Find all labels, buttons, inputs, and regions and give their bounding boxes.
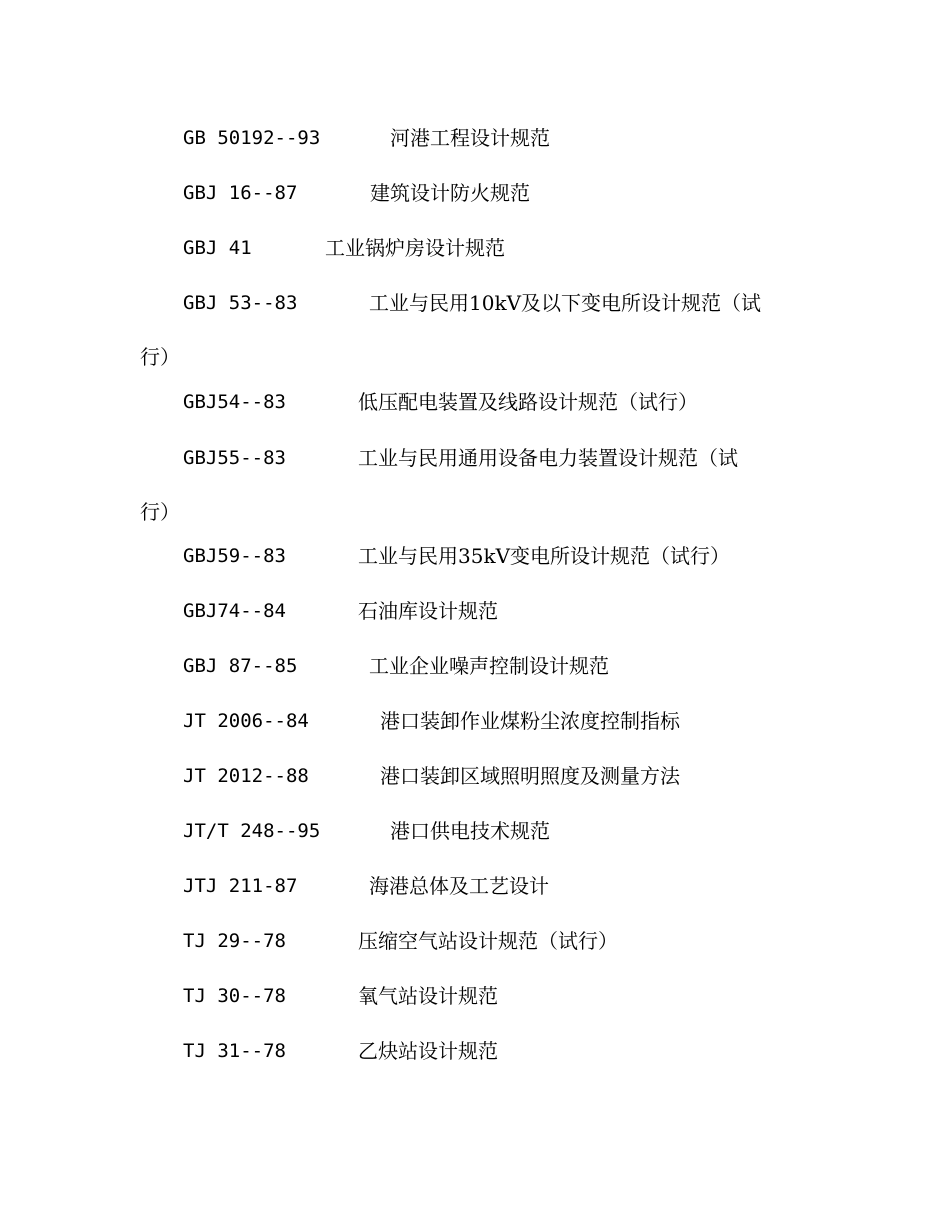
standard-title-continuation: 行） [140,500,180,524]
standard-entry [140,699,800,743]
standard-code: GBJ54--83 [183,391,286,413]
standard-title: 石油库设计规范 [358,599,498,623]
standard-code: GB 50192--93 [183,127,321,149]
standard-entry [140,589,800,633]
standard-entry [140,644,800,688]
standard-code: GBJ74--84 [183,600,286,622]
standard-title: 乙炔站设计规范 [358,1039,498,1063]
standard-code: JTJ 211-87 [183,875,298,897]
standard-entry [140,281,800,379]
standard-entry [140,864,800,908]
standard-title: 低压配电装置及线路设计规范（试行） [358,390,698,414]
standard-title: 工业与民用通用设备电力装置设计规范（试 [358,446,738,470]
standard-title: 工业与民用35kV变电所设计规范（试行） [358,544,731,568]
standard-code: TJ 31--78 [183,1040,286,1062]
standard-code: TJ 30--78 [183,985,286,1007]
standard-entry [140,116,800,160]
standard-entry [140,754,800,798]
standard-title: 氧气站设计规范 [358,984,498,1008]
standard-entry [140,171,800,215]
standard-code: JT 2006--84 [183,710,309,732]
standard-title: 港口供电技术规范 [390,819,550,843]
standard-entry [140,809,800,853]
standard-code: GBJ59--83 [183,545,286,567]
standard-entry [140,974,800,1018]
standard-entry [140,534,800,578]
standard-title: 建筑设计防火规范 [370,181,530,205]
standard-title: 工业与民用10kV及以下变电所设计规范（试 [369,291,762,315]
standard-entry [140,226,800,270]
standard-entry [140,380,800,424]
standard-code: GBJ55--83 [183,447,286,469]
standard-code: GBJ 87--85 [183,655,298,677]
standard-title: 工业企业噪声控制设计规范 [369,654,609,678]
standard-title: 工业锅炉房设计规范 [325,236,505,260]
standard-code: GBJ 53--83 [183,292,298,314]
standard-title: 河港工程设计规范 [390,126,550,150]
standard-code: JT 2012--88 [183,765,309,787]
standard-title: 压缩空气站设计规范（试行） [358,929,618,953]
standard-title: 海港总体及工艺设计 [369,874,549,898]
standard-code: GBJ 41 [183,237,252,259]
standard-code: TJ 29--78 [183,930,286,952]
standard-entry [140,1029,800,1073]
standard-entry [140,436,800,534]
standard-entry [140,919,800,963]
standard-code: GBJ 16--87 [183,182,298,204]
standard-title: 港口装卸作业煤粉尘浓度控制指标 [380,709,680,733]
standard-title-continuation: 行） [140,345,180,369]
standard-code: JT/T 248--95 [183,820,321,842]
standard-title: 港口装卸区域照明照度及测量方法 [380,764,680,788]
